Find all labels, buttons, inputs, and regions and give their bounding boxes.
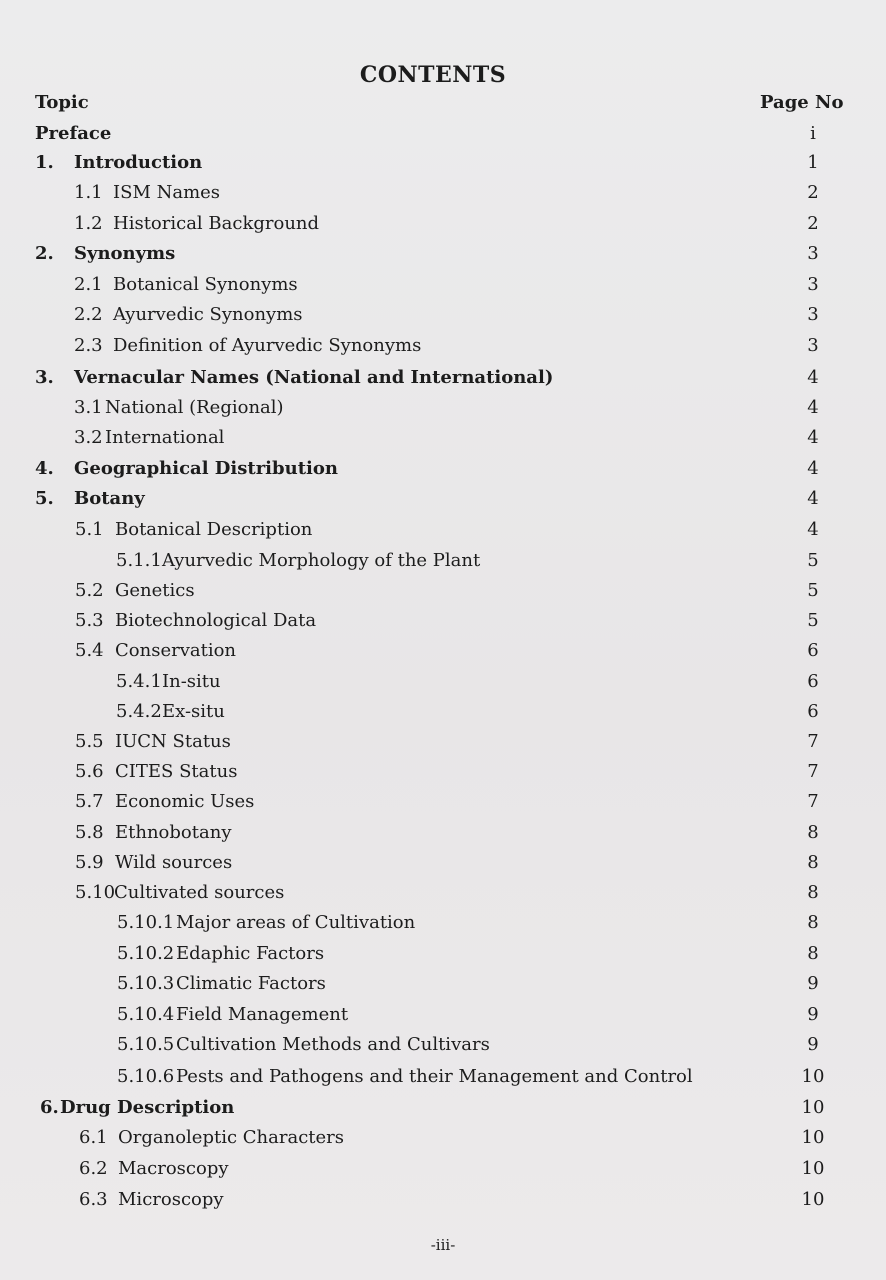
toc-page-number: 3 — [807, 335, 819, 356]
toc-page-number: 6 — [807, 640, 819, 661]
toc-number: 3. — [35, 367, 54, 388]
toc-number: 1. — [35, 152, 54, 173]
toc-number: 1.1 — [74, 182, 103, 203]
toc-number: 5.10 — [75, 882, 116, 903]
toc-page-number: 4 — [807, 427, 819, 448]
toc-row — [0, 818, 886, 848]
toc-label: Edaphic Factors — [176, 943, 325, 964]
toc-number: 5.2 — [75, 580, 104, 601]
toc-page-number: i — [810, 123, 816, 144]
toc-number: 3.1 — [74, 397, 103, 418]
toc-page-number: 10 — [801, 1158, 825, 1179]
toc-label: CITES Status — [115, 761, 238, 782]
toc-number: 5.10.6 — [117, 1066, 175, 1087]
toc-row — [0, 878, 886, 908]
toc-number: 5.7 — [75, 791, 104, 812]
toc-number: 6.3 — [79, 1189, 108, 1210]
toc-page-number: 3 — [807, 304, 819, 325]
toc-number: 5.1.1 — [116, 550, 162, 571]
toc-label: Macroscopy — [118, 1158, 229, 1179]
toc-row — [0, 515, 886, 545]
toc-number: 5.9 — [75, 852, 104, 873]
toc-number: 5.10.5 — [117, 1034, 175, 1055]
topic-column-header: Topic — [35, 92, 89, 113]
toc-label: Biotechnological Data — [115, 610, 317, 631]
toc-row — [0, 1154, 886, 1184]
toc-label: Conservation — [115, 640, 237, 661]
toc-label: International — [105, 427, 225, 448]
toc-page-number: 8 — [807, 852, 819, 873]
toc-label: Ex-situ — [162, 701, 225, 722]
toc-row — [0, 1000, 886, 1030]
toc-number: 4. — [35, 458, 54, 479]
toc-page-number: 2 — [807, 182, 819, 203]
toc-number: 5.10.2 — [117, 943, 175, 964]
toc-row — [0, 667, 886, 697]
toc-row — [0, 423, 886, 453]
toc-row-preface — [0, 119, 886, 149]
toc-row — [0, 209, 886, 239]
page-number-column-header: Page No — [760, 92, 844, 113]
toc-row — [0, 148, 886, 178]
toc-label: Drug Description — [60, 1097, 235, 1118]
toc-row — [0, 1185, 886, 1215]
toc-number: 6.1 — [79, 1127, 108, 1148]
toc-row — [0, 363, 886, 393]
toc-page-number: 10 — [801, 1097, 825, 1118]
toc-number: 3.2 — [74, 427, 103, 448]
toc-row — [0, 576, 886, 606]
toc-page-number: 4 — [807, 458, 819, 479]
toc-page-number: 9 — [807, 973, 819, 994]
toc-page-number: 4 — [807, 367, 819, 388]
toc-number: 1.2 — [74, 213, 103, 234]
toc-label: Botanical Description — [115, 519, 313, 540]
toc-label: Pests and Pathogens and their Management and Control — [176, 1066, 693, 1087]
toc-page-number: 10 — [801, 1066, 825, 1087]
toc-number: 6.2 — [79, 1158, 108, 1179]
toc-label: Cultivated sources — [114, 882, 285, 903]
toc-page-number: 4 — [807, 397, 819, 418]
page-footer-number: -iii- — [430, 1236, 456, 1254]
toc-row — [0, 908, 886, 938]
toc-page-number: 7 — [807, 761, 819, 782]
toc-number: 5.10.4 — [117, 1004, 175, 1025]
toc-page-number: 9 — [807, 1004, 819, 1025]
toc-number: 5.8 — [75, 822, 104, 843]
toc-label: Ayurvedic Morphology of the Plant — [162, 550, 481, 571]
toc-page-number: 8 — [807, 822, 819, 843]
toc-row — [0, 393, 886, 423]
toc-label: Field Management — [176, 1004, 349, 1025]
toc-page-number: 3 — [807, 274, 819, 295]
toc-number: 5.1 — [75, 519, 104, 540]
toc-page-number: 10 — [801, 1189, 825, 1210]
toc-number: 2.1 — [74, 274, 103, 295]
toc-number: 5.4.1 — [116, 671, 162, 692]
toc-page-number: 1 — [807, 152, 819, 173]
toc-row — [0, 546, 886, 576]
toc-number: 5.10.3 — [117, 973, 175, 994]
toc-label: Microscopy — [118, 1189, 224, 1210]
toc-number: 5. — [35, 488, 54, 509]
toc-row — [0, 1123, 886, 1153]
toc-number: 2. — [35, 243, 54, 264]
toc-label: ISM Names — [113, 182, 221, 203]
toc-number: 5.6 — [75, 761, 104, 782]
toc-number: 5.4 — [75, 640, 104, 661]
toc-label: Preface — [35, 123, 112, 144]
toc-row — [0, 1062, 886, 1092]
toc-row — [0, 484, 886, 514]
toc-row — [0, 1093, 886, 1123]
toc-page-number: 8 — [807, 882, 819, 903]
toc-label: National (Regional) — [105, 397, 284, 418]
toc-row — [0, 636, 886, 666]
toc-row — [0, 178, 886, 208]
toc-number: 2.2 — [74, 304, 103, 325]
page-title: CONTENTS — [359, 62, 507, 88]
toc-label: Geographical Distribution — [74, 458, 338, 479]
toc-row — [0, 239, 886, 269]
toc-row — [0, 697, 886, 727]
toc-label: Ayurvedic Synonyms — [113, 304, 303, 325]
toc-page-number: 7 — [807, 731, 819, 752]
toc-page-number: 8 — [807, 943, 819, 964]
toc-label: Climatic Factors — [176, 973, 326, 994]
toc-row — [0, 1030, 886, 1060]
toc-label: Wild sources — [115, 852, 233, 873]
toc-page-number: 4 — [807, 488, 819, 509]
toc-page-number: 10 — [801, 1127, 825, 1148]
toc-label: IUCN Status — [115, 731, 231, 752]
toc-row — [0, 300, 886, 330]
toc-label: Major areas of Cultivation — [176, 912, 416, 933]
toc-number: 5.4.2 — [116, 701, 162, 722]
toc-row — [0, 939, 886, 969]
toc-label: Genetics — [115, 580, 195, 601]
toc-page-number: 8 — [807, 912, 819, 933]
toc-page-number: 5 — [807, 550, 819, 571]
toc-page-number: 6 — [807, 701, 819, 722]
toc-row — [0, 727, 886, 757]
toc-label: Historical Background — [113, 213, 320, 234]
toc-page-number: 6 — [807, 671, 819, 692]
toc-number: 5.5 — [75, 731, 104, 752]
toc-label: Cultivation Methods and Cultivars — [176, 1034, 490, 1055]
toc-label: Vernacular Names (National and International) — [74, 367, 554, 388]
toc-row — [0, 848, 886, 878]
toc-page-number: 5 — [807, 580, 819, 601]
toc-label: Introduction — [74, 152, 203, 173]
toc-row — [0, 787, 886, 817]
toc-row — [0, 331, 886, 361]
toc-label: Economic Uses — [115, 791, 255, 812]
toc-row — [0, 454, 886, 484]
toc-label: Botany — [74, 488, 145, 509]
toc-page-number: 4 — [807, 519, 819, 540]
toc-number: 5.10.1 — [117, 912, 175, 933]
toc-label: Organoleptic Characters — [118, 1127, 345, 1148]
toc-number: 5.3 — [75, 610, 104, 631]
toc-page-number: 2 — [807, 213, 819, 234]
toc-label: In-situ — [162, 671, 221, 692]
toc-row — [0, 606, 886, 636]
toc-number: 6. — [40, 1097, 59, 1118]
toc-label: Ethnobotany — [115, 822, 232, 843]
toc-page-number: 5 — [807, 610, 819, 631]
toc-row — [0, 757, 886, 787]
toc-label: Synonyms — [74, 243, 176, 264]
toc-page-number: 7 — [807, 791, 819, 812]
toc-label: Botanical Synonyms — [113, 274, 298, 295]
toc-label: Definition of Ayurvedic Synonyms — [113, 335, 422, 356]
toc-page-number: 3 — [807, 243, 819, 264]
toc-row — [0, 969, 886, 999]
toc-number: 2.3 — [74, 335, 103, 356]
toc-page-number: 9 — [807, 1034, 819, 1055]
toc-row — [0, 270, 886, 300]
